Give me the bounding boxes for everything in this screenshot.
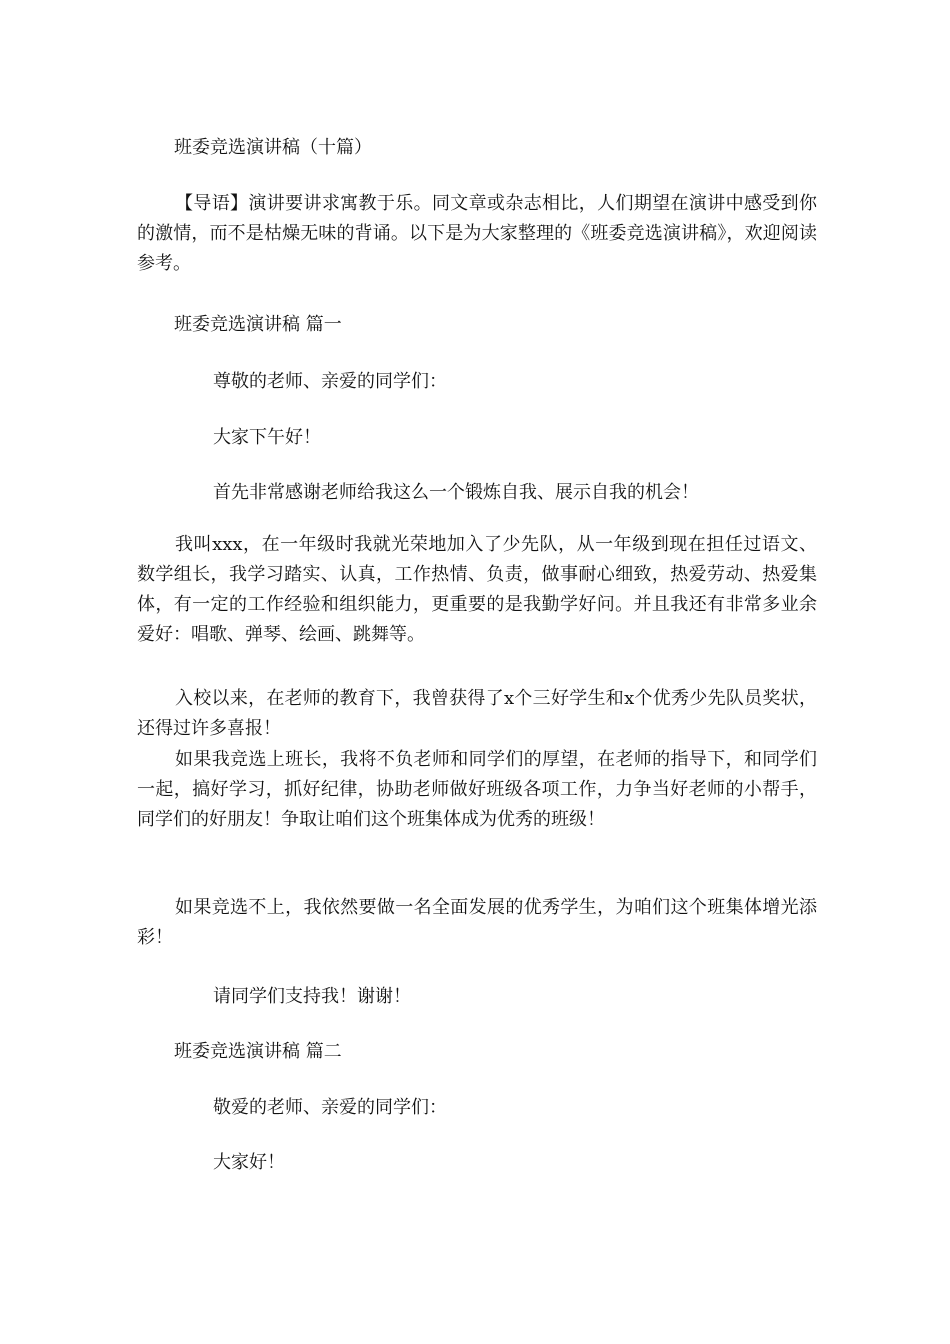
paragraph-promise: 如果我竞选上班长，我将不负老师和同学们的厚望，在老师的指导下，和同学们一起，搞好学习，抓好纪律，协助老师做好班级各项工作，力争当好老师的小帮手，同学们的好朋友！争取让咱们这个班集体成为优秀的班级！ [137,749,817,830]
paragraph-self-intro: 我叫xxx，在一年级时我就光荣地加入了少先队，从一年级到现在担任过语文、数学组长，我学习踏实、认真，工作热情、负责，做事耐心细致，热爱劳动、热爱集体，有一定的工作经验和组织能力，更重要的是我勤学好问。并且我还有非常多业余爱好：唱歌、弹琴、绘画、跳舞等。 [137,534,817,645]
paragraph-closing: 请同学们支持我！谢谢！ [213,986,411,1007]
document-title: 班委竞选演讲稿（十篇） [174,137,372,158]
paragraph-awards: 入校以来，在老师的教育下，我曾获得了x个三好学生和x个优秀少先队员奖状，还得过许多喜报！ [137,688,817,739]
greeting-2: 大家好！ [213,1152,285,1173]
section-heading-2: 班委竞选演讲稿 篇二 [174,1041,342,1062]
greeting-1: 大家下午好！ [213,427,321,448]
salutation-2: 敬爱的老师、亲爱的同学们： [213,1097,447,1118]
section-heading-1: 班委竞选演讲稿 篇一 [174,314,342,335]
paragraph-thanks: 首先非常感谢老师给我这么一个锻炼自我、展示自我的机会！ [213,482,699,503]
paragraph-fallback: 如果竞选不上，我依然要做一名全面发展的优秀学生，为咱们这个班集体增光添彩！ [137,897,817,948]
intro-paragraph: 【导语】演讲要讲求寓教于乐。同文章或杂志相比，人们期望在演讲中感受到你的激情，而不是枯燥无味的背诵。以下是为大家整理的《班委竞选演讲稿》，欢迎阅读参考。 [137,193,817,274]
salutation-1: 尊敬的老师、亲爱的同学们： [213,371,447,392]
